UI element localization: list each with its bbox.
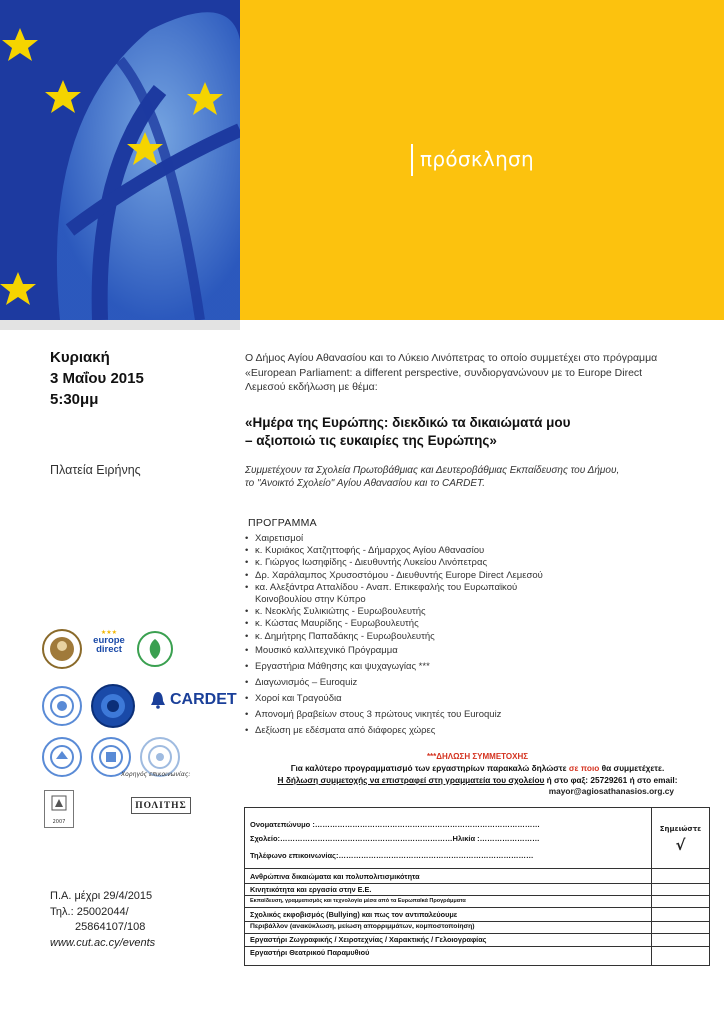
headline-line-2: – αξιοποιώ τις ευκαιρίες της Ευρώπης» <box>245 433 497 448</box>
banner-underline <box>0 320 240 330</box>
registration-email[interactable]: mayor@agiosathanasios.org.cy <box>548 786 674 796</box>
form-divider <box>244 883 710 884</box>
event-day: Κυριακή <box>50 349 110 366</box>
school-logo-1 <box>42 686 82 726</box>
participants-line-2: το "Ανοικτό Σχολείο" Αγίου Αθανασίου και το CARDET. <box>245 478 486 489</box>
europe-direct-word1: europe <box>93 635 125 646</box>
registration-line-2 <box>245 775 710 786</box>
programme-item: • κ. Νεοκλής Συλικιώτης - Ευρωβουλευτής <box>245 606 685 618</box>
open-school-emblem-icon <box>49 793 69 813</box>
events-url[interactable]: www.cut.ac.cy/events <box>50 936 156 949</box>
workshop-option[interactable]: Κινητικότητα και εργασία στην Ε.Ε. <box>250 885 372 894</box>
registration-line-1-emphasis: σε ποιο <box>568 763 600 773</box>
programme-item: • Χαιρετισμοί <box>245 533 685 545</box>
event-theme-headline <box>245 414 571 450</box>
programme-item: • κ. Κώστας Μαυρίδης - Ευρωβουλευτής <box>245 618 685 630</box>
programme-item-continuation: Κοινοβουλίου στην Κύπρο <box>255 593 366 605</box>
participants-line-1: Συμμετέχουν τα Σχολεία Πρωτοβάθμιας και Δευτεροβάθμιας Εκπαίδευσης του Δήμου, <box>245 465 620 476</box>
school-age-field[interactable]: Σχολείο:……………………………………………………………Ηλικία :…………………… <box>250 834 540 843</box>
eu-stars-window-graphic <box>0 0 240 320</box>
programme-item: • Μουσικό καλλιτεχνικό Πρόγραμμα <box>245 643 685 659</box>
intro-paragraph: Ο Δήμος Αγίου Αθανασίου και το Λύκειο Λινόπετρας το οποίο συμμετέχει στο πρόγραμμα «European Parliament: a different perspective, συνδιοργανώνουν με το Europe Direct Λεμεσού εκδήλωση με θέμα: <box>245 352 658 393</box>
selection-column-header: Σημειώστε <box>659 825 702 833</box>
workshop-option[interactable]: Εργαστήρι Θεατρικού Παραμυθιού <box>250 948 370 957</box>
form-divider <box>244 868 710 869</box>
cardet-logo <box>150 691 237 709</box>
programme-item: • κ. Κυριάκος Χατζηττοφής - Δήμαρχος Αγίου Αθανασίου <box>245 545 685 557</box>
phone-line-1: Τηλ.: 25002044/ <box>50 905 129 918</box>
school-seal-icon <box>142 739 178 775</box>
invitation-title: πρόσκληση <box>420 147 534 171</box>
event-datetime <box>50 347 144 410</box>
programme-heading: ΠΡΟΓΡΑΜΜΑ <box>248 517 317 529</box>
programme-item: • Χοροί και Τραγούδια <box>245 691 685 707</box>
form-divider <box>244 946 710 947</box>
municipality-emblem-icon <box>44 631 80 667</box>
cardet-wordmark: CARDET <box>170 691 237 708</box>
participants-note <box>245 464 685 490</box>
programme-item: • κ. Δημήτρης Παπαδάκης - Ευρωβουλευτής <box>245 631 685 643</box>
school-seal-icon <box>44 688 80 724</box>
registration-return-note: Η δήλωση συμμετοχής να επιστραφεί στη γραμματεία του σχολείου <box>277 775 545 785</box>
school-logo-2 <box>91 684 135 728</box>
cardet-bell-icon <box>150 691 166 709</box>
footer-contact <box>50 889 155 951</box>
open-school-logo <box>44 790 74 828</box>
registration-title: ***ΔΗΛΩΣΗ ΣΥΜΜΕΤΟΧΗΣ <box>426 752 529 761</box>
programme-item: • Εργαστήρια Μάθησης και ψυχαγωγίας *** <box>245 659 685 675</box>
workshop-option[interactable]: Ανθρώπινα δικαιώματα και πολυπολιτισμικότητα <box>250 872 420 881</box>
name-field[interactable]: Ονοματεπώνυμο :……………………………………………………………………………… <box>250 820 540 829</box>
open-school-year: 2007 <box>52 819 66 825</box>
green-school-logo <box>137 631 173 667</box>
blue-seal-icon <box>93 686 133 726</box>
registration-fax-note: ή στο φαξ: 25729261 ή στο email: <box>546 775 678 785</box>
form-divider <box>244 907 710 908</box>
workshop-option[interactable]: Εργαστήρι Ζωγραφικής / Χειροτεχνίας / Χαρακτικής / Γελοιογραφίας <box>250 935 487 944</box>
checkmark-icon: √ <box>675 836 686 854</box>
school-seal-icon <box>44 739 80 775</box>
europe-direct-logo <box>89 629 129 669</box>
workshop-option[interactable]: Εκπαίδευση, γραμματισμός και τεχνολογία μέσα από τα Ευρωπαϊκά Προγράμματα <box>250 898 466 904</box>
phone-line-2: 25864107/108 <box>75 921 146 933</box>
school-logo-3 <box>42 737 82 777</box>
politis-logo: ΠΟΛΙΤΗΣ <box>131 797 191 814</box>
registration-line-1 <box>245 762 710 775</box>
municipality-logo <box>42 629 82 669</box>
programme-item: • κ. Γιώργος Ιωσηφίδης - Διευθυντής Λυκείου Λινόπετρας <box>245 557 685 569</box>
workshop-option[interactable]: Σχολικός εκφοβισμός (Bullying) και πως τον αντιπαλεύουμε <box>250 910 458 919</box>
form-divider <box>244 895 710 896</box>
phone-field[interactable]: Τηλέφωνο επικοινωνίας:…………………………………………………………………… <box>250 851 534 860</box>
event-date: 3 Μαΐου 2015 <box>50 370 144 387</box>
form-divider <box>244 921 710 922</box>
school-seal-icon <box>93 739 129 775</box>
eu-stars-icon: ★★★ <box>100 630 118 636</box>
eu-flag-graphic <box>0 0 240 320</box>
programme-list <box>245 533 685 739</box>
programme-item: • Διαγωνισμός – Euroquiz <box>245 675 685 691</box>
media-sponsor-label: Χορηγός επικοινωνίας: <box>121 771 191 778</box>
programme-item: • κα. Αλεξάντρα Ατταλίδου - Αναπ. Επικεφαλής του Ευρωπαϊκού <box>245 582 685 594</box>
headline-line-1: «Ημέρα της Ευρώπης: διεκδικώ τα δικαιώματά μου <box>245 415 571 430</box>
registration-line-1-end: θα συμμετέχετε. <box>601 763 665 773</box>
programme-item: • Απονομή βραβείων στους 3 πρώτους νικητές του Euroquiz <box>245 707 685 723</box>
europe-direct-word2: direct <box>96 644 122 655</box>
workshop-option[interactable]: Περιβάλλον (ανακύκλωση, μείωση απορριμμάτων, κομποστοποίηση) <box>250 923 475 930</box>
rsvp-deadline: Π.Α. μέχρι 29/4/2015 <box>50 890 153 902</box>
programme-item: • Δρ. Χαράλαμπος Χρυσοστόμου - Διευθυντής Europe Direct Λεμεσού <box>245 570 685 582</box>
programme-item: • Δεξίωση με εδέσματα από διάφορες χώρες <box>245 723 685 739</box>
registration-line-1-text: Για καλύτερο προγραμματισμό των εργαστηρίων παρακαλώ δηλώστε <box>290 763 567 773</box>
event-location: Πλατεία Ειρήνης <box>50 463 141 477</box>
form-divider <box>244 933 710 934</box>
event-time: 5:30μμ <box>50 391 99 408</box>
leaf-emblem-icon <box>139 633 171 665</box>
title-divider <box>411 144 413 176</box>
registration-instructions <box>245 752 710 797</box>
